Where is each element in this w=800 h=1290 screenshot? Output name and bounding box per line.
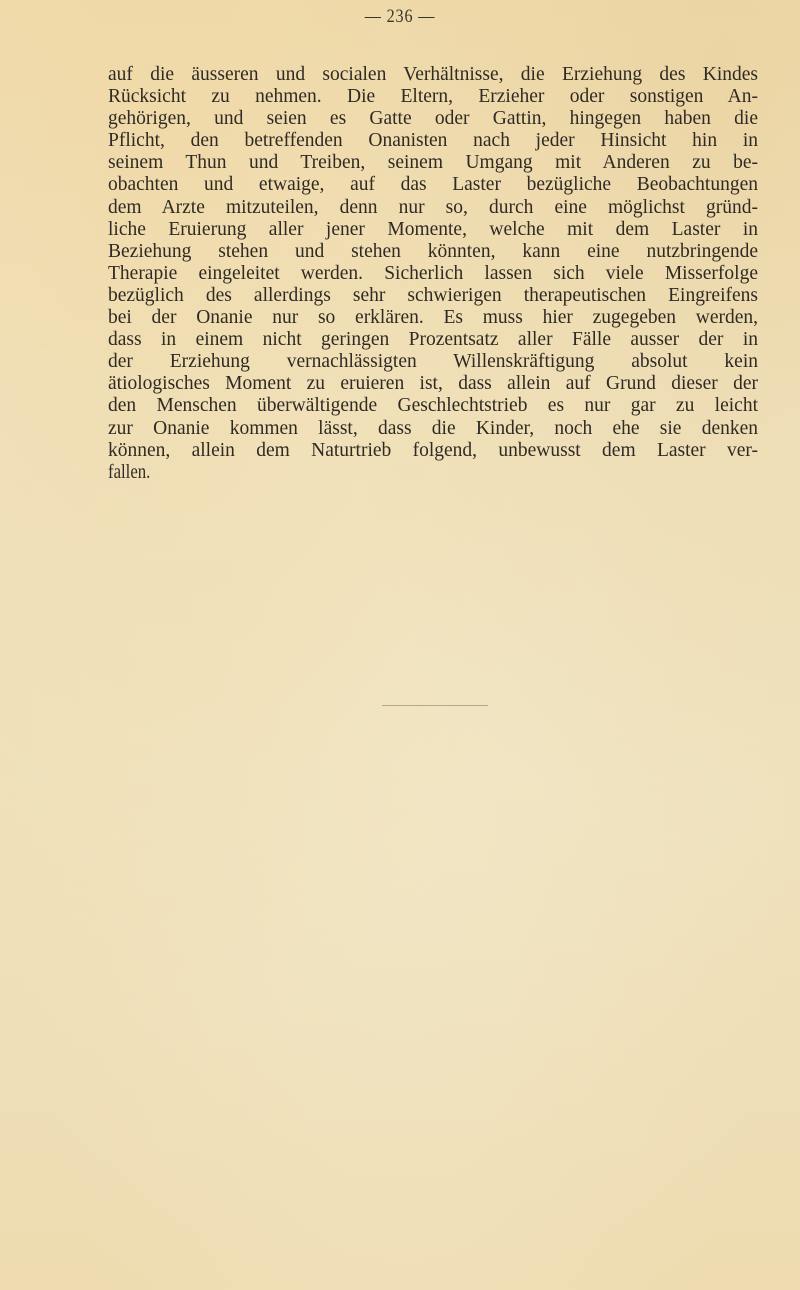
text-line: dem Arzte mitzuteilen, denn nur so, durch eine möglichst gründ- [108, 196, 758, 218]
text-line: bezüglich des allerdings sehr schwierigen therapeutischen Eingreifens [108, 284, 758, 306]
text-line: obachten und etwaige, auf das Laster bezügliche Beobachtungen [108, 174, 758, 196]
page-number: — 236 — [364, 6, 436, 27]
text-line: auf die äusseren und socialen Verhältnisse, die Erziehung des Kindes [108, 64, 758, 85]
text-line: liche Eruierung aller jener Momente, welche mit dem Laster in [108, 218, 758, 240]
text-line: Rücksicht zu nehmen. Die Eltern, Erzieher oder sonstigen An- [108, 86, 758, 108]
text-line: der Erziehung vernachlässigten Willenskräftigung absolut kein [108, 351, 758, 373]
text-line: gehörigen, und seien es Gatte oder Gattin, hingegen haben die [108, 108, 758, 130]
text-line: zur Onanie kommen lässt, dass die Kinder, noch ehe sie denken [108, 417, 758, 439]
text-line: fallen. [108, 461, 151, 483]
body-paragraph [108, 64, 758, 484]
text-line: Pflicht, den betreffenden Onanisten nach jeder Hinsicht hin in [108, 130, 758, 152]
text-line: den Menschen überwältigende Geschlechtstrieb es nur gar zu leicht [108, 395, 758, 417]
text-line: bei der Onanie nur so erklären. Es muss hier zugegeben werden, [108, 307, 758, 329]
text-line: ätiologisches Moment zu eruieren ist, dass allein auf Grund dieser der [108, 373, 758, 395]
text-line: Therapie eingeleitet werden. Sicherlich lassen sich viele Misserfolge [108, 262, 758, 284]
text-line: Beziehung stehen und stehen könnten, kann eine nutzbringende [108, 240, 758, 262]
text-line: dass in einem nicht geringen Prozentsatz aller Fälle ausser der in [108, 329, 758, 351]
text-line: seinem Thun und Treiben, seinem Umgang mit Anderen zu be- [108, 152, 758, 174]
section-rule [382, 705, 488, 706]
text-line: können, allein dem Naturtrieb folgend, unbewusst dem Laster ver- [108, 439, 758, 461]
